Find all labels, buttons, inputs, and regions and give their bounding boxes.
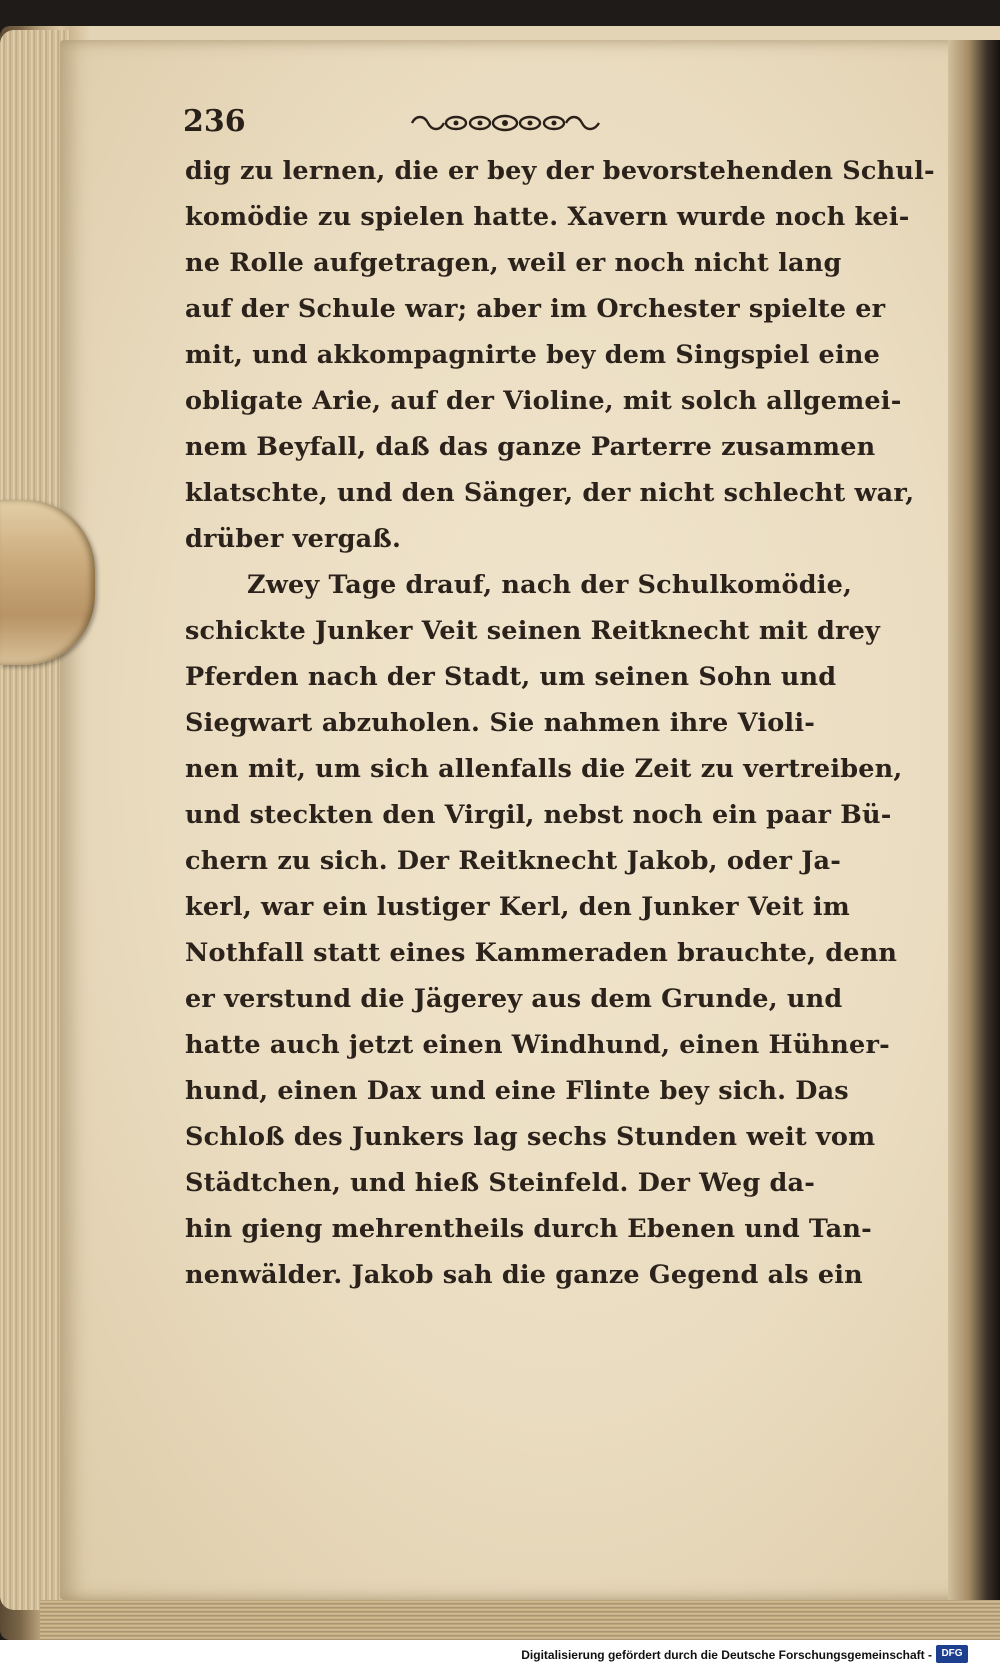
header-ornament-icon bbox=[408, 112, 603, 134]
text-line: dig zu lernen, die er bey der bevorstehenden Schul- bbox=[185, 156, 935, 186]
text-line: hin gieng mehrentheils durch Ebenen und Tan- bbox=[185, 1214, 872, 1244]
footer-credit: Digitalisierung gefördert durch die Deutsche Forschungsgemeinschaft - bbox=[521, 1648, 932, 1662]
paragraph-end-line: drüber vergaß. bbox=[185, 524, 402, 554]
page-number: 236 bbox=[183, 104, 246, 139]
text-line: nenwälder. Jakob sah die ganze Gegend als ein bbox=[185, 1260, 863, 1290]
text-line: Siegwart abzuholen. Sie nahmen ihre Violi- bbox=[185, 708, 815, 738]
text-line: auf der Schule war; aber im Orchester spielte er bbox=[185, 294, 886, 324]
text-line: nem Beyfall, daß das ganze Parterre zusammen bbox=[185, 432, 876, 462]
text-line: klatschte, und den Sänger, der nicht schlecht war, bbox=[185, 478, 915, 508]
text-line: hund, einen Dax und eine Flinte bey sich. Das bbox=[185, 1076, 849, 1106]
paragraph-start-line: Zwey Tage drauf, nach der Schulkomödie, bbox=[247, 570, 853, 600]
digitization-footer bbox=[0, 1640, 1000, 1671]
text-line: Pferden nach der Stadt, um seinen Sohn und bbox=[185, 662, 837, 692]
text-line: Schloß des Junkers lag sechs Stunden weit vom bbox=[185, 1122, 876, 1152]
bottom-page-edges bbox=[40, 1600, 1000, 1640]
text-line: hatte auch jetzt einen Windhund, einen Hühner- bbox=[185, 1030, 890, 1060]
text-line: ne Rolle aufgetragen, weil er noch nicht lang bbox=[185, 248, 842, 278]
text-line: obligate Arie, auf der Violine, mit solch allgemei- bbox=[185, 386, 902, 416]
text-line: und steckten den Virgil, nebst noch ein paar Bü- bbox=[185, 800, 892, 830]
text-line: er verstund die Jägerey aus dem Grunde, und bbox=[185, 984, 843, 1014]
text-line: mit, und akkompagnirte bey dem Singspiel eine bbox=[185, 340, 881, 370]
text-line: Städtchen, und hieß Steinfeld. Der Weg da- bbox=[185, 1168, 815, 1198]
text-line: nen mit, um sich allenfalls die Zeit zu vertreiben, bbox=[185, 754, 903, 784]
text-line: kerl, war ein lustiger Kerl, den Junker Veit im bbox=[185, 892, 850, 922]
dfg-logo-icon: DFG bbox=[936, 1645, 968, 1663]
text-line: komödie zu spielen hatte. Xavern wurde noch kei- bbox=[185, 202, 910, 232]
text-line: Nothfall statt eines Kammeraden brauchte, denn bbox=[185, 938, 898, 968]
book-gutter bbox=[948, 40, 1000, 1600]
text-line: schickte Junker Veit seinen Reitknecht mit drey bbox=[185, 616, 881, 646]
text-line: chern zu sich. Der Reitknecht Jakob, oder Ja- bbox=[185, 846, 841, 876]
page-text bbox=[185, 148, 935, 1298]
page-header bbox=[183, 100, 813, 150]
